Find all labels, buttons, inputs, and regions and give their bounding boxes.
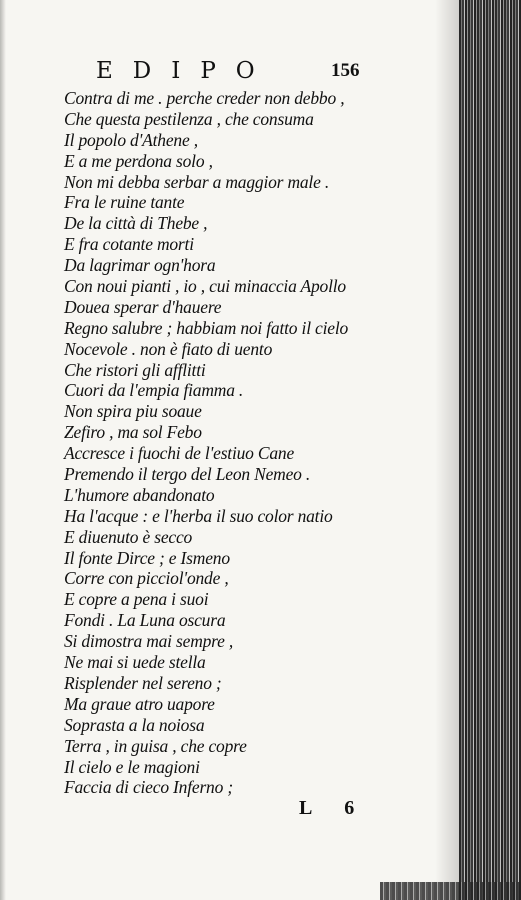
verse-line: Fra le ruine tante: [64, 192, 185, 213]
signature-mark: L 6: [299, 797, 369, 819]
running-head: EDIPO: [96, 58, 275, 84]
book-fore-edge: [459, 0, 521, 900]
verse-line: E copre a pena i suoi: [64, 589, 209, 610]
verse-line: Fondi . La Luna oscura: [64, 610, 226, 631]
verse-line: Si dimostra mai sempre ,: [64, 631, 234, 652]
verse-line: Cuori da l'empia fiamma .: [64, 380, 244, 401]
verse-line: Non spira piu soaue: [64, 401, 202, 422]
verse-line: Regno salubre ; habbiam noi fatto il cielo: [64, 317, 349, 338]
verse-line: Il cielo e le magioni: [64, 756, 200, 777]
verse-line: Con noui pianti , io , cui minaccia Apollo: [64, 276, 346, 297]
verse-line: Non mi debba serbar a maggior male .: [64, 171, 330, 192]
verse-line: Che ristori gli afflitti: [64, 359, 206, 380]
verse-line: Risplender nel sereno ;: [64, 672, 222, 693]
verse-line: Faccia di cieco Inferno ;: [64, 777, 233, 798]
verse-line: Zefiro , ma sol Febo: [64, 422, 202, 443]
page-left-shadow: [0, 0, 6, 900]
verse-line: L'humore abandonato: [64, 484, 215, 505]
verse-line: Da lagrimar ogn'hora: [64, 255, 216, 276]
verse-line: Accresce i fuochi de l'estiuo Cane: [64, 443, 295, 464]
verse-line: Il popolo d'Athene ,: [64, 129, 198, 150]
verse-line: Ma graue atro uapore: [64, 693, 215, 714]
verse-line: De la città di Thebe ,: [64, 213, 208, 234]
verse-text: [64, 88, 384, 798]
verse-line: Contra di me . perche creder non debbo ,: [64, 88, 345, 108]
page-bottom-edge: [380, 882, 521, 900]
verse-line: Corre con picciol'onde ,: [64, 568, 229, 589]
verse-line: Soprasta a la noiosa: [64, 714, 205, 735]
verse-line: Ne mai si uede stella: [64, 652, 206, 673]
verse-line: E fra cotante morti: [64, 234, 194, 255]
verse-line: Terra , in guisa , che copre: [64, 735, 247, 756]
verse-line: Douea sperar d'hauere: [64, 296, 222, 317]
verse-line: E diuenuto è secco: [64, 526, 193, 547]
verse-line: Che questa pestilenza , che consuma: [64, 108, 314, 129]
page-number: 156: [331, 60, 360, 81]
verse-line: Il fonte Dirce ; e Ismeno: [64, 547, 230, 568]
verse-line: Nocevole . non è fiato di uento: [64, 338, 273, 359]
page-header: [96, 58, 416, 88]
verse-line: Ha l'acque : e l'herba il suo color natio: [64, 505, 333, 526]
verse-line: Premendo il tergo del Leon Nemeo .: [64, 464, 311, 485]
verse-line: E a me perdona solo ,: [64, 150, 213, 171]
